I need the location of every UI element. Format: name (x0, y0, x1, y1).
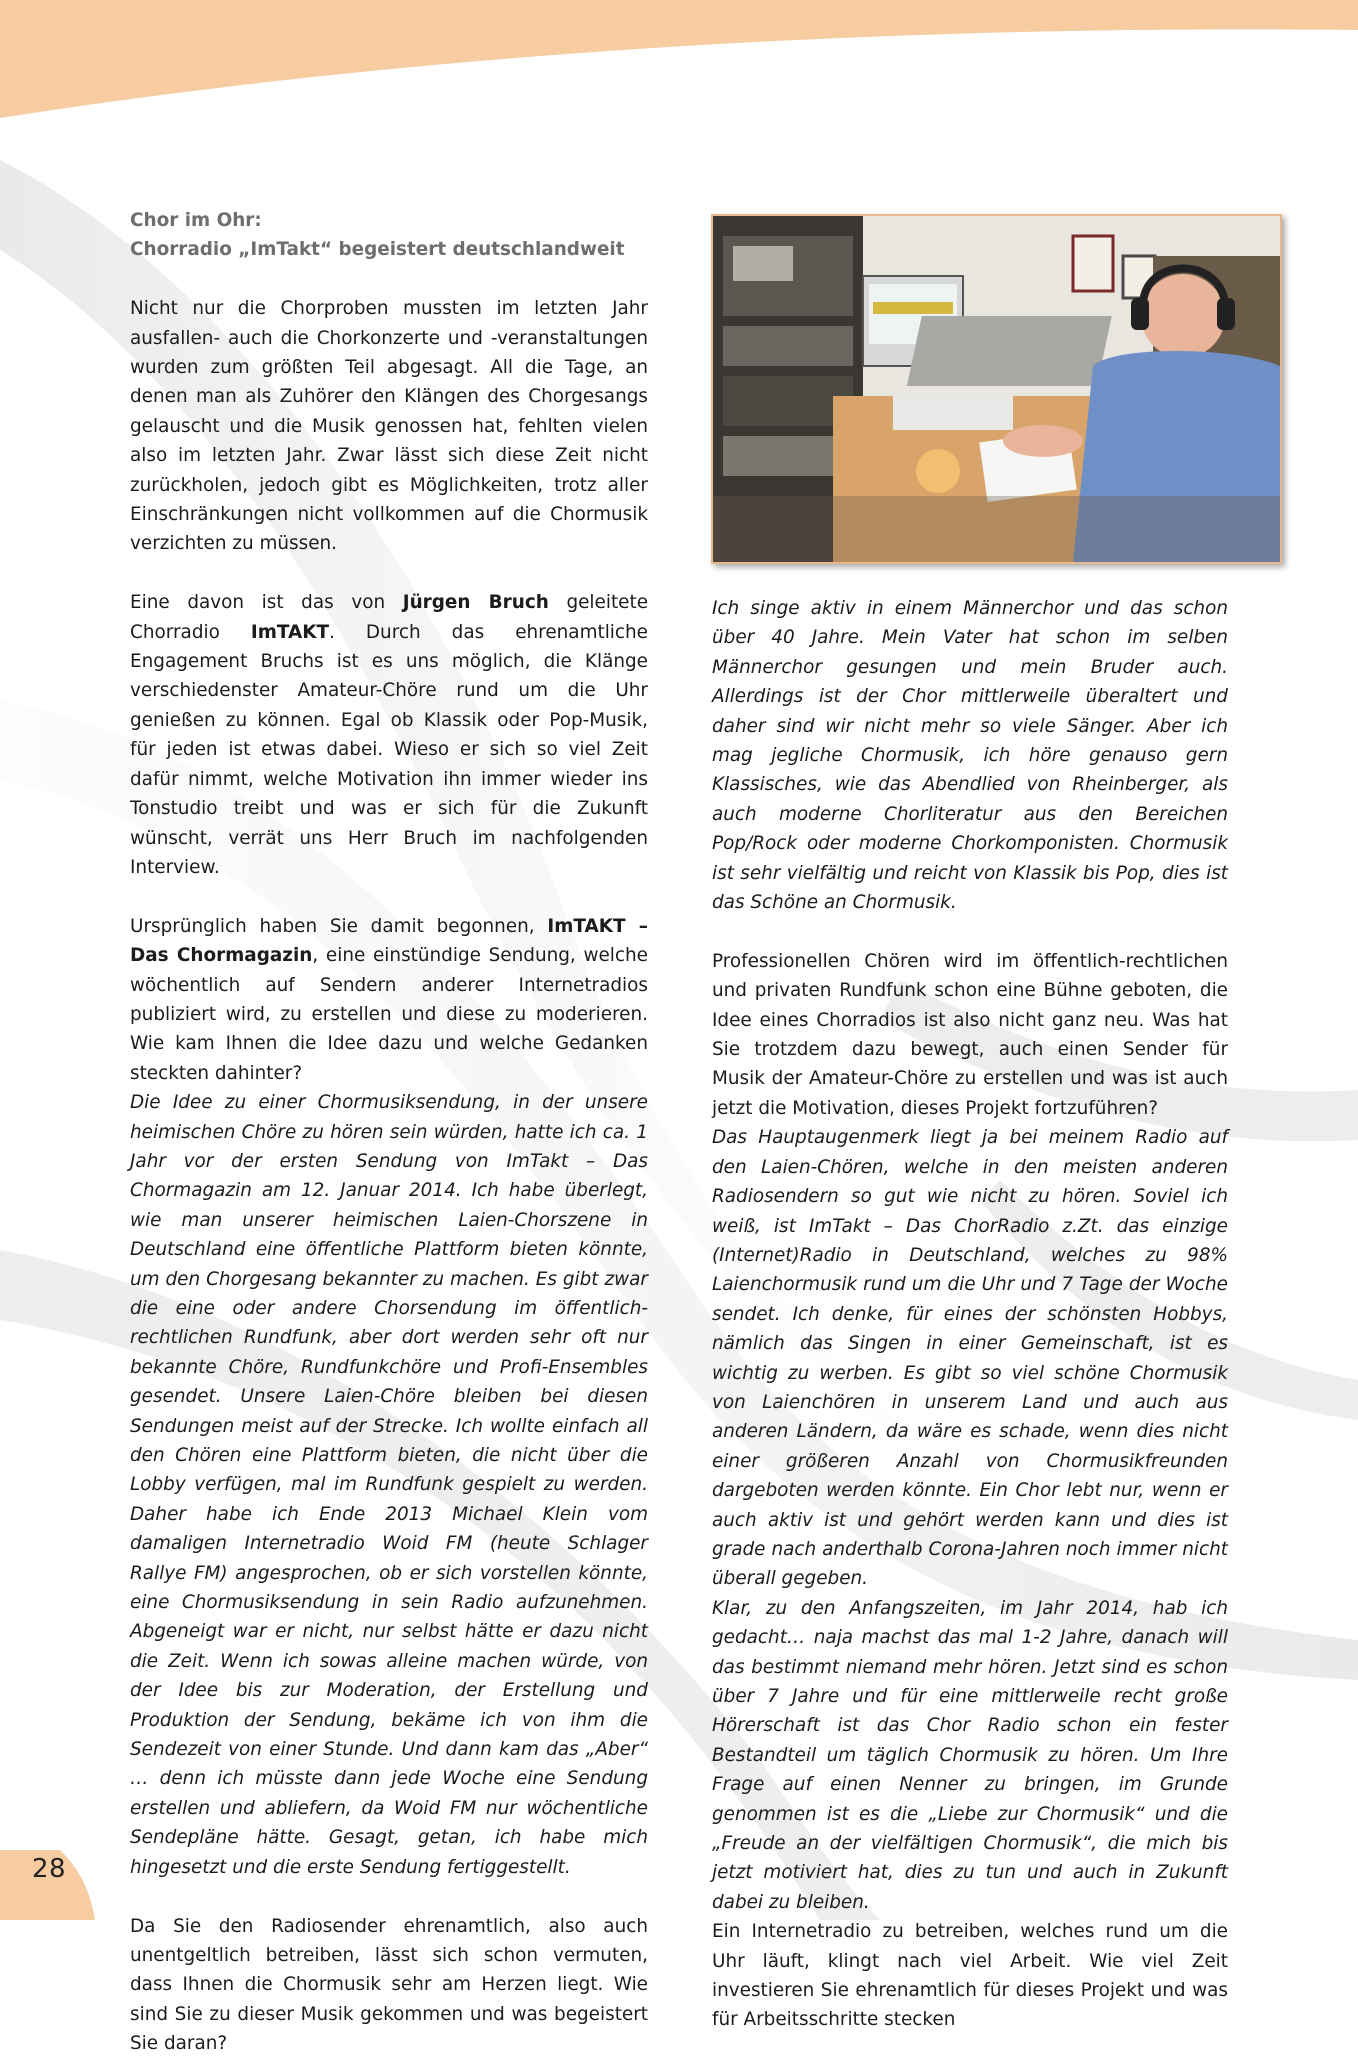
question-2: Da Sie den Radiosender ehrenamtlich, also auch unentgeltlich betreiben, lässt sich schon vermuten, dass Ihnen die Chormusik sehr am Herzen liegt. Wie sind Sie zu dieser Musik gekommen und was begeistert Sie daran? (130, 1915, 648, 2055)
article-heading (130, 206, 648, 265)
text-run: . Durch das ehrenamtliche Engagement Bruchs ist es uns möglich, die Klänge verschiedenster Amateur-Chöre rund um die Uhr genießen zu können. Egal ob Klassik oder Pop-Musik, für jeden ist etwas dabei. Wieso er sich so viel Zeit dafür nimmt, welche Motivation ihn immer wieder ins Tonstudio treibt und was er sich für die Zukunft wünscht, verrät uns Herr Bruch im nachfolgenden Interview. (130, 621, 648, 878)
radio-studio-photo (713, 216, 1280, 562)
intro-paragraph: Nicht nur die Chorproben mussten im letzten Jahr ausfallen- auch die Chorkonzerte und -veranstaltungen wurden zum größten Teil abgesagt. All die Tage, an denen man als Zuhörer den Klängen des Chorgesangs gelauscht und die Musik genossen hat, fehlten vielen also im letzten Jahr. Zwar lässt sich diese Zeit nicht zurückholen, jedoch gibt es Möglichkeiten, trotz aller Einschränkungen nicht vollkommen auf die Chormusik verzichten zu müssen. (130, 298, 648, 555)
question-4: Ein Internetradio zu betreiben, welches rund um die Uhr läuft, klingt nach viel Arbeit. Wie viel Zeit investieren Sie ehrenamtlich für dieses Projekt und was für Arbeitsschritte stecken (712, 1921, 1228, 2031)
answer-3-part-1: Das Hauptaugenmerk liegt ja bei meinem Radio auf den Laien-Chören, welche in den meisten anderen Radiosendern so gut wie nicht zu hören. Soviel ich weiß, ist ImTakt – Das ChorRadio z.Zt. das einzige (Internet)Radio in Deutschland, welches zu 98% Laienchormusik rund um die Uhr und 7 Tage der Woche sendet. Ich denke, für eines der schönsten Hobbys, nämlich das Singen in einer Gemeinschaft, ist es wichtig zu werben. Es gibt so viel schöne Chormusik von Laienchören in unserem Land und auch aus anderen Ländern, da wäre es schade, wenn dies nicht einer größeren Anzahl von Chormusikfreunden dargeboten werden könnte. Ein Chor lebt nur, wenn er auch aktiv ist und gehört werden kann und dies ist grade nach anderthalb Corona-Jahren noch immer nicht überall gegeben. (712, 1127, 1228, 1590)
question-3: Professionellen Chören wird im öffentlich-rechtlichen und privaten Rundfunk schon eine Bühne geboten, die Idee eines Chorradios ist also nicht ganz neu. Was hat Sie trotzdem dazu bewegt, auch einen Sender für Musik der Amateur-Chöre zu erstellen und was ist auch jetzt die Motivation, dieses Projekt fortzuführen? (712, 950, 1228, 1119)
answer-3-part-2: Klar, zu den Anfangszeiten, im Jahr 2014, hab ich gedacht… naja machst das mal 1-2 Jahre, danach will das bestimmt niemand mehr hören. Jetzt sind es schon über 7 Jahre und für eine mittlerweile recht große Hörerschaft ist das Chor Radio schon ein fester Bestandteil um täglich Chormusik zu hören. Um Ihre Frage auf einen Nenner zu bringen, im Grunde genommen ist es die „Liebe zur Chormusik“ und die „Freude an der vielfältigen Chormusik“, die mich bis jetzt motiviert hat, dies zu tun und auch in Zukunft dabei zu bleiben. (712, 1597, 1228, 1913)
page-number: 28 (32, 1854, 67, 1884)
text-run: Eine davon ist das von (130, 592, 403, 614)
text-run: Ursprünglich haben Sie damit begonnen, (130, 915, 548, 937)
text-run: geleitete Chorradio (130, 592, 649, 643)
show-name: ImTAKT – Das Chormagazin (130, 915, 648, 967)
question-1 (130, 912, 648, 1088)
article-right-column (712, 594, 1228, 2035)
answer-1: Die Idee zu einer Chormusiksendung, in der unsere heimischen Chöre zu hören sein würden, hatte ich ca. 1 Jahr vor der ersten Sendung von ImTakt – Das Chormagazin am 12. Januar 2014. Ich habe überlegt, wie man unserer heimischen Laien-Chorszene in Deutschland eine öffentliche Plattform bieten könnte, um den Chorgesang bekannter zu machen. Es gibt zwar die eine oder andere Chorsendung im öffentlich-rechtlichen Rundfunk, aber dort werden sehr oft nur bekannte Chöre, Rundfunkchöre und Profi-Ensembles gesendet. Unsere Laien-Chöre bleiben bei diesen Sendungen meist auf der Strecke. Ich wollte einfach all den Chören eine Plattform bieten, die nicht über die Lobby verfügen, mal im Rundfunk gespielt zu werden. Daher habe ich Ende 2013 Michael Klein vom damaligen Internetradio Woid FM (heute Schlager Rallye FM) angesprochen, ob er sich vorstellen könnte, eine Chormusiksendung in sein Radio aufzunehmen. Abgeneigt war er nicht, nur selbst hätte er dazu nicht die Zeit. Wenn ich sowas alleine machen würde, von der Idee bis zur Moderation, der Erstellung und Produktion der Sendung, bekäme ich von ihm die Sendezeit von einer Stunde. Und dann kam das „Aber“ … denn ich müsste dann jede Woche eine Sendung erstellen und abliefern, da Woid FM nur wöchentliche Sendepläne hätte. Gesagt, getan, ich habe mich hingesetzt und die erste Sendung fertiggestellt. (130, 1092, 648, 1878)
answer-2: Ich singe aktiv in einem Männerchor und das schon über 40 Jahre. Mein Vater hat schon im selben Männerchor gesungen und mein Bruder auch. Allerdings ist der Chor mittlerweile überaltert und daher sind wir nicht mehr so viele Sänger. Aber ich mag jegliche Chormusik, ich höre genauso gern Klassisches, wie das Abendlied von Rheinberger, als auch moderne Chorliteratur aus den Bereichen Pop/Rock oder moderne Chorkomponisten. Chormusik ist sehr vielfältig und reicht von Klassik bis Pop, dies ist das Schöne an Chormusik. (712, 598, 1228, 914)
intro-paragraph-2 (130, 588, 648, 882)
article-left-column (130, 206, 648, 2059)
article-photo (711, 214, 1282, 564)
heading-line-2: Chorradio „ImTakt“ begeistert deutschlandweit (130, 239, 625, 261)
station-name: ImTAKT (250, 621, 330, 643)
text-run: , eine einstündige Sendung, welche wöchentlich auf Sendern anderer Internetradios publiziert wird, zu erstellen und diese zu moderieren. Wie kam Ihnen die Idee dazu und welche Gedanken steckten dahinter? (130, 945, 648, 1084)
heading-line-1: Chor im Ohr: (130, 210, 262, 231)
interviewee-name: Jürgen Bruch (402, 592, 549, 614)
